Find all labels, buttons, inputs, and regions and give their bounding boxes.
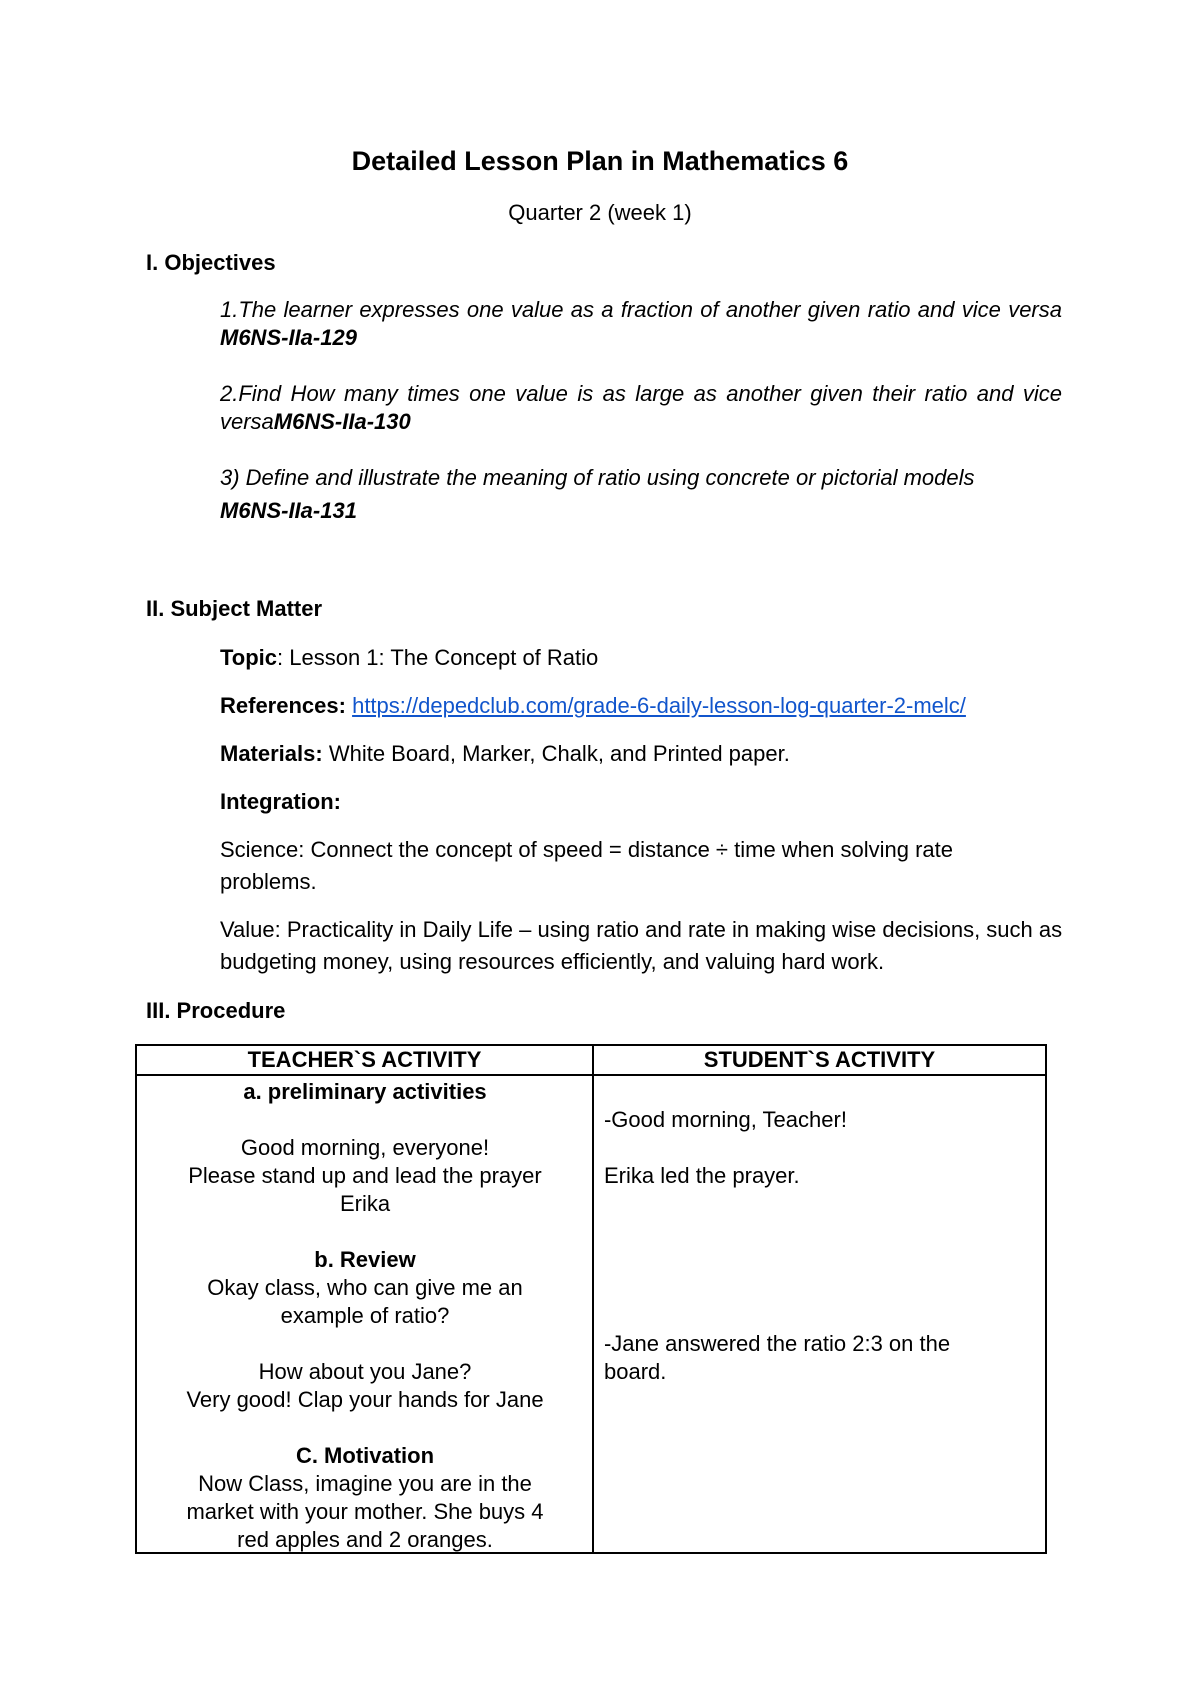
references-line (220, 690, 1100, 722)
materials-label: Materials: (220, 741, 323, 766)
teacher-activity-header: TEACHER`S ACTIVITY (136, 1045, 593, 1075)
topic-label: Topic (220, 645, 278, 670)
objective-3-code: M6NS-IIa-131 (220, 498, 357, 523)
teacher-prayer-request: Please stand up and lead the prayer (188, 1163, 542, 1188)
teacher-greeting: Good morning, everyone! (240, 1135, 490, 1160)
integration-science: Science: Connect the concept of speed = distance ÷ time when solving rate problems. (220, 837, 954, 894)
objective-2-code: M6NS-IIa-130 (273, 409, 411, 434)
student-answer-line2: board. (603, 1359, 667, 1384)
topic-line (220, 642, 1100, 674)
objective-2 (220, 380, 1062, 436)
motivation-line3: red apples and 2 oranges. (237, 1527, 493, 1552)
motivation-heading: C. Motivation (295, 1443, 435, 1468)
review-heading: b. Review (314, 1247, 416, 1272)
materials-line (220, 738, 1100, 770)
motivation-line2: market with your mother. She buys 4 (186, 1499, 544, 1524)
objectives-heading: I. Objectives (146, 250, 276, 275)
procedure-heading: III. Procedure (146, 998, 286, 1023)
table-header-row (136, 1045, 1046, 1075)
review-praise: Very good! Clap your hands for Jane (186, 1387, 544, 1412)
procedure-table (135, 1044, 1047, 1554)
topic-value: : Lesson 1: The Concept of Ratio (277, 645, 599, 670)
integration-label: Integration: (220, 789, 341, 814)
objective-3-text: 3) Define and illustrate the meaning of ratio using concrete or pictorial models (220, 465, 975, 490)
preliminary-activities-heading: a. preliminary activities (243, 1079, 487, 1104)
review-question-line1: Okay class, who can give me an (207, 1275, 523, 1300)
objective-2-text: 2.Find How many times one value is as large as another given their ratio and vice versa (220, 381, 1062, 434)
objective-1-code: M6NS-IIa-129 (220, 325, 357, 350)
student-greeting: -Good morning, Teacher! (603, 1107, 847, 1132)
student-activity-cell (593, 1075, 1046, 1553)
subject-matter-heading: II. Subject Matter (146, 596, 323, 621)
materials-value: White Board, Marker, Chalk, and Printed paper. (322, 741, 790, 766)
objective-1-text: 1.The learner expresses one value as a fraction of another given ratio and vice versa (220, 297, 1062, 322)
teacher-prayer-name: Erika (339, 1191, 391, 1216)
teacher-activity-cell (136, 1075, 593, 1553)
student-answer-line1: -Jane answered the ratio 2:3 on the (603, 1331, 951, 1356)
review-question-line2: example of ratio? (280, 1303, 450, 1328)
integration-value: Value: Practicality in Daily Life – using ratio and rate in making wise decisions, such as budgeting money, using resources efficiently, and valuing hard work. (220, 917, 1063, 974)
objective-3 (220, 464, 1062, 525)
motivation-line1: Now Class, imagine you are in the (198, 1471, 532, 1496)
references-label: References: (220, 693, 346, 718)
objective-1 (220, 296, 1062, 352)
references-link[interactable]: https://depedclub.com/grade-6-daily-lesson-log-quarter-2-melc/ (352, 693, 966, 718)
student-activity-header: STUDENT`S ACTIVITY (593, 1045, 1046, 1075)
table-row (136, 1075, 1046, 1553)
student-prayer: Erika led the prayer. (603, 1163, 800, 1188)
page-title: Detailed Lesson Plan in Mathematics 6 (351, 146, 849, 176)
review-call-jane: How about you Jane? (258, 1359, 472, 1384)
page-subtitle: Quarter 2 (week 1) (508, 200, 692, 225)
